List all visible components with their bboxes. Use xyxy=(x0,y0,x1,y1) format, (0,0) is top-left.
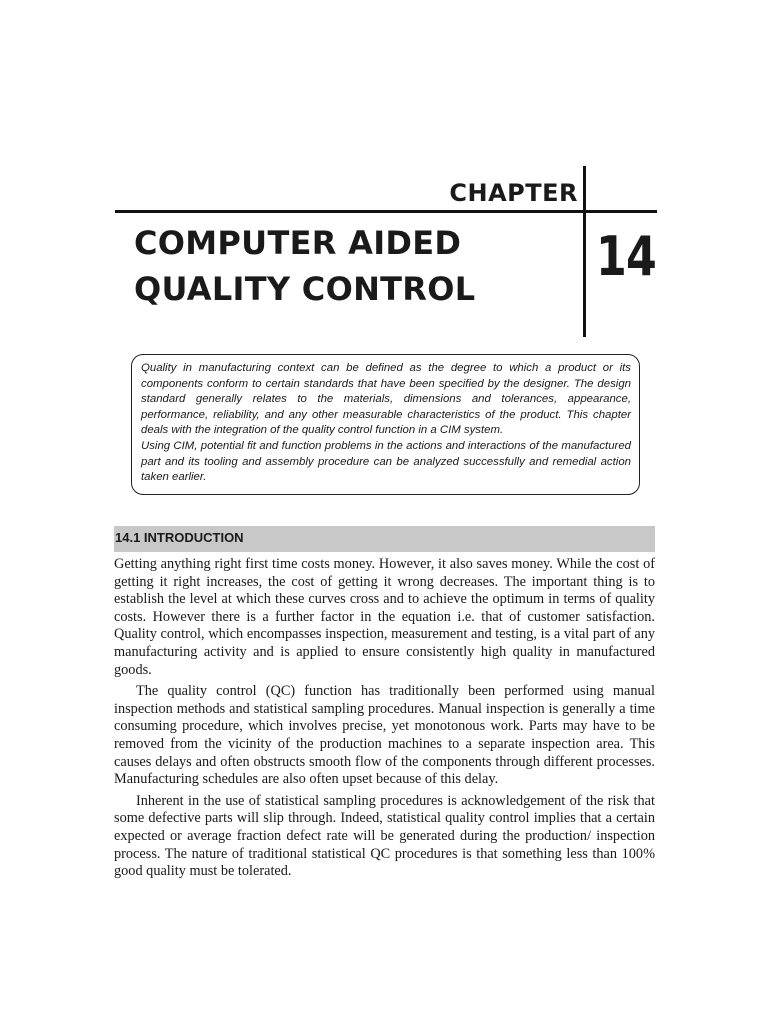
body-paragraph-2: The quality control (QC) function has traditionally been performed using manual inspection methods and statistical sampling procedures. Manual inspection is generally a time consuming procedure, which involves precise, yet monotonous work. Parts may have to be removed from the vicinity of the production machines to a separate inspection area. This causes delays and often obstructs smooth flow of the components through different processes. Manufacturing schedules are also often upset because of this delay. xyxy=(114,683,655,788)
abstract-paragraph-2: Using CIM, potential fit and function problems in the actions and interactions of the manufactured part and its tooling and assembly procedure can be analyzed successfully and remedial action taken earlier. xyxy=(141,439,631,484)
chapter-horizontal-rule xyxy=(115,210,657,213)
chapter-number: 14 xyxy=(596,225,656,288)
section-heading: 14.1 INTRODUCTION xyxy=(115,530,244,545)
body-paragraph-3: Inherent in the use of statistical sampling procedures is acknowledgement of the risk that some defective parts will slip through. Indeed, statistical quality control implies that a certain expected or average fraction defect rate will be generated during the production/ inspection process. The nature of traditional statistical QC procedures is that something less than 100% good quality must be tolerated. xyxy=(114,792,655,880)
chapter-title xyxy=(134,220,475,312)
chapter-vertical-rule xyxy=(583,166,586,337)
chapter-abstract-box xyxy=(131,354,640,495)
abstract-paragraph-1: Quality in manufacturing context can be defined as the degree to which a product or its components conform to certain standards that have been specified by the designer. The design standard generally relates to the materials, dimensions and tolerances, appearance, performance, reliability, and any other measurable characteristics of the product. This chapter deals with the integration of the quality control function in a CIM system. xyxy=(141,362,631,437)
chapter-label: CHAPTER xyxy=(449,179,578,207)
chapter-title-line-2: QUALITY CONTROL xyxy=(134,270,476,308)
chapter-header xyxy=(0,0,768,340)
chapter-title-line-1: COMPUTER AIDED xyxy=(134,224,462,262)
section-body xyxy=(114,556,655,885)
body-paragraph-1: Getting anything right first time costs money. However, it also saves money. While the cost of getting it right increases, the cost of getting it wrong decreases. The important thing is to establish the level at which these curves cross and to achieve the optimum in terms of quality costs. However there is a further factor in the equation i.e. that of customer satisfaction. Quality control, which encompasses inspection, measurement and testing, is a vital part of any manufacturing activity and is applied to ensure consistently high quality in manufactured goods. xyxy=(114,556,655,678)
